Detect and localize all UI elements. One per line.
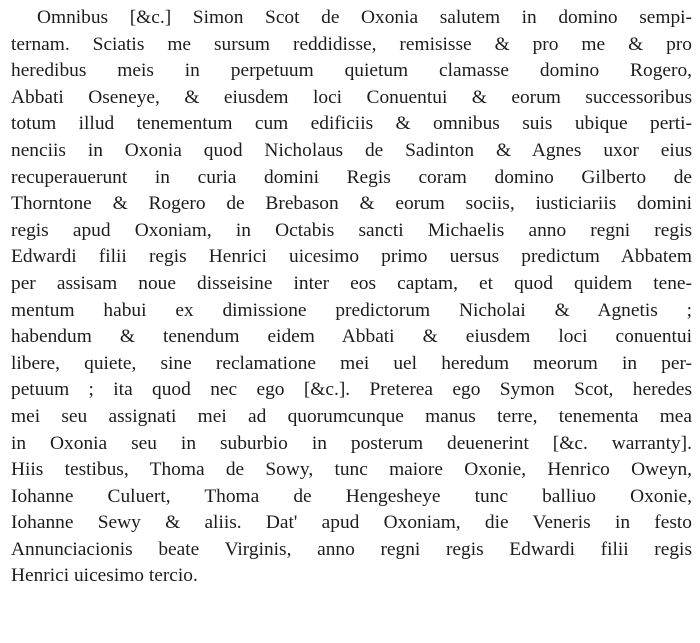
text-line: petuum ; ita quod nec ego [&c.]. Preterea ego Symon Scot, heredes	[11, 379, 692, 401]
text-line: Iohanne Culuert, Thoma de Hengesheye tunc balliuo Oxonie,	[11, 485, 692, 507]
text-line: Omnibus [&c.] Simon Scot de Oxonia salutem in domino sempi-	[37, 7, 692, 28]
text-line: ternam. Sciatis me sursum reddidisse, remisisse & pro me & pro	[11, 33, 692, 55]
text-line: mei seu assignati mei ad quorumcunque manus terre, tenementa mea	[11, 405, 692, 427]
text-line: mentum habui ex dimissione predictorum Nicholai & Agnetis ;	[11, 299, 692, 321]
text-line: habendum & tenendum eidem Abbati & eiusdem loci conuentui	[11, 326, 692, 348]
text-line: recuperauerunt in curia domini Regis coram domino Gilberto de	[11, 166, 692, 188]
text-line: per assisam noue disseisine inter eos captam, et quod quidem tene-	[11, 272, 692, 294]
text-line: Edwardi filii regis Henrici uicesimo primo uersus predictum Abbatem	[11, 246, 692, 268]
text-line: regis apud Oxoniam, in Octabis sancti Michaelis anno regni regis	[11, 219, 692, 241]
charter-text	[11, 5, 692, 590]
text-line: Annunciacionis beate Virginis, anno regni regis Edwardi filii regis	[11, 538, 692, 560]
text-line: nenciis in Oxonia quod Nicholaus de Sadinton & Agnes uxor eius	[11, 139, 692, 161]
text-line: heredibus meis in perpetuum quietum clamasse domino Rogero,	[11, 60, 692, 82]
text-line: Henrici uicesimo tercio.	[11, 565, 198, 587]
text-line: Iohanne Sewy & aliis. Dat' apud Oxoniam, die Veneris in festo	[11, 512, 692, 534]
text-line: libere, quiete, sine reclamatione mei uel heredum meorum in per-	[11, 352, 692, 374]
text-line: Abbati Oseneye, & eiusdem loci Conuentui & eorum successoribus	[11, 86, 692, 108]
text-line: totum illud tenementum cum edificiis & omnibus suis ubique perti-	[11, 113, 692, 135]
text-line: Thorntone & Rogero de Brebason & eorum sociis, iusticiariis domini	[11, 193, 692, 215]
text-line: Hiis testibus, Thoma de Sowy, tunc maiore Oxonie, Henrico Oweyn,	[11, 459, 692, 481]
text-line: in Oxonia seu in suburbio in posterum deuenerint [&c. warranty].	[11, 432, 692, 454]
